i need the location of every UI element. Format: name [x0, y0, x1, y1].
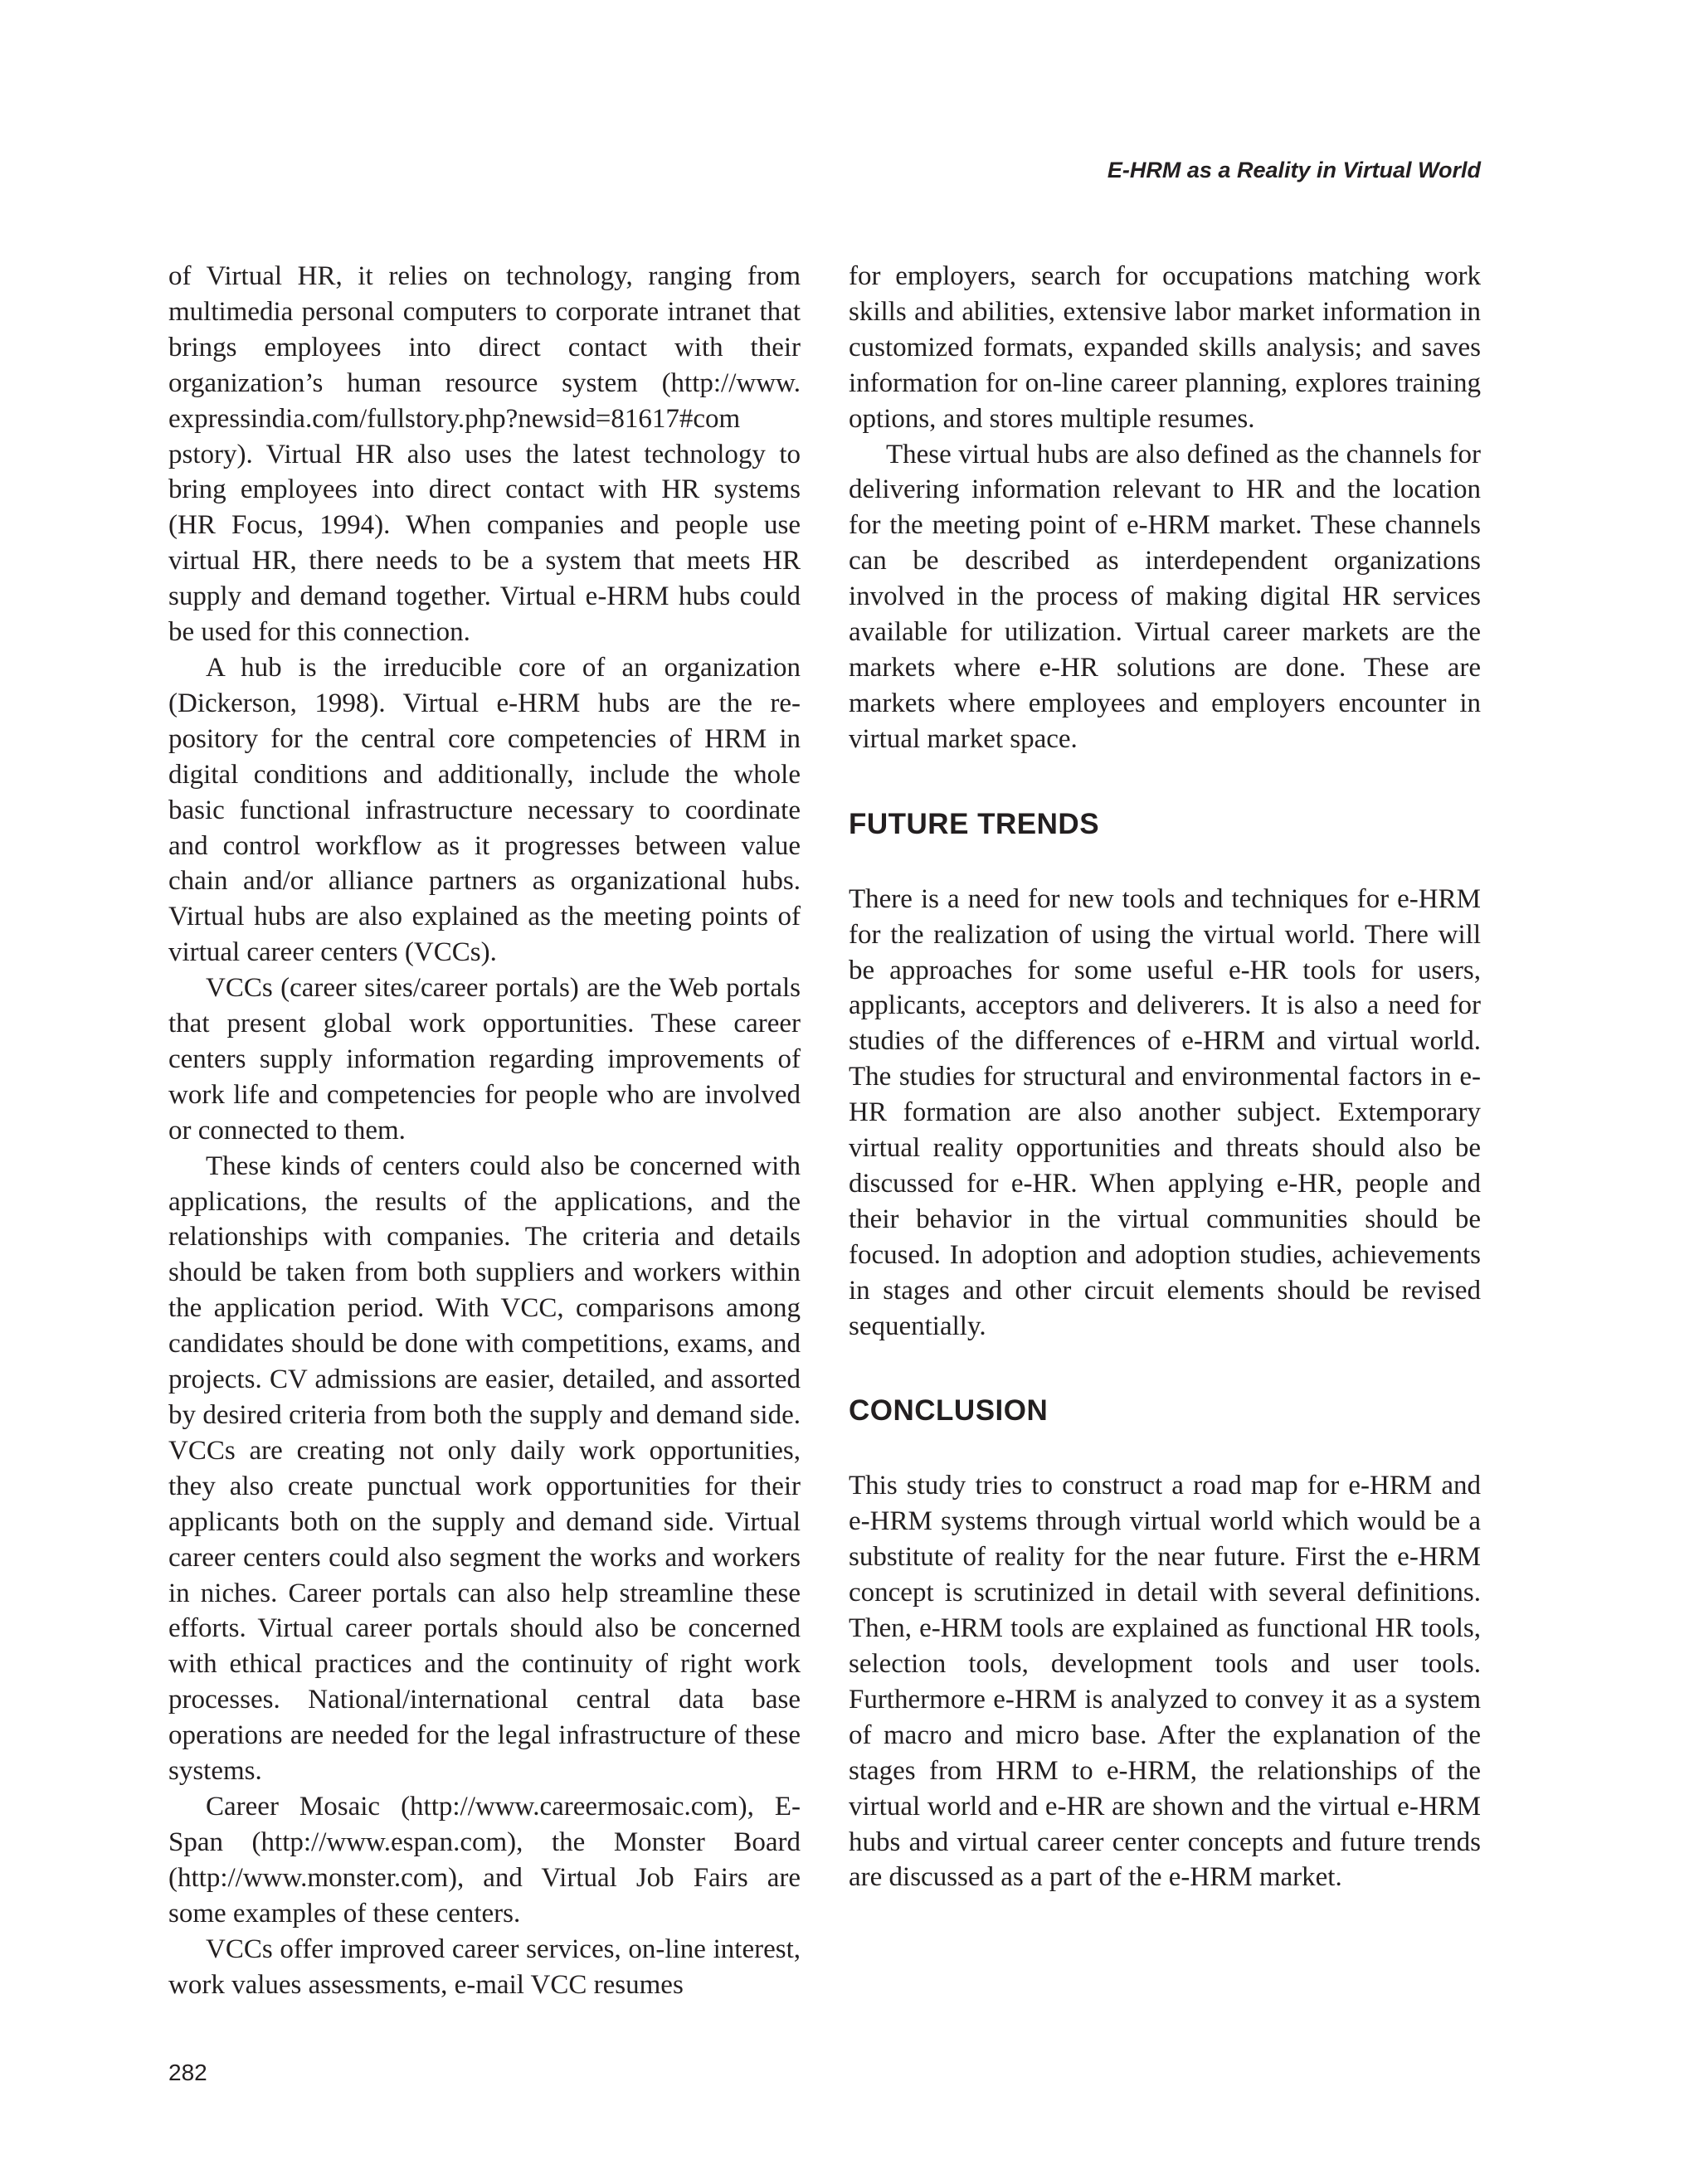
section-spacer — [849, 1428, 1481, 1468]
paragraph: Career Mosaic (http://www.careermosaic.com), E-Span (http://www.espan.com), the Monster Board (http://www.monster.com), and Virtual Job Fairs are some examples of these centers. — [168, 1791, 801, 1929]
section-spacer — [849, 1344, 1481, 1394]
right-column — [849, 259, 1481, 1895]
paragraph: These kinds of centers could also be concerned with applications, the results of the applications, and the relationships with companies. The criteria and details should be taken from both suppliers and workers within the application period. With VCC, comparisons among candidates should be done with competitions, exams, and projects. CV admissions are easier, detailed, and assorted by desired criteria from both the supply and demand side. VCCs are creating not only daily work opportunities, they also create punctual work opportunities for their applicants both on the supply and demand side. Virtual career centers could also segment the works and workers in niches. Career portals can also help streamline these efforts. Virtual career portals should also be concerned with ethical practices and the continuity of right work processes. National/international central data base operations are needed for the legal infrastructure of these systems. — [168, 1150, 801, 1787]
section-spacer — [849, 842, 1481, 882]
running-head: E-HRM as a Reality in Virtual World — [1107, 158, 1481, 182]
paragraph: VCCs offer improved career services, on-line interest, work values assessments, e-mail VCC resumes — [168, 1933, 801, 2000]
section-heading-future-trends: FUTURE TRENDS — [849, 807, 1100, 840]
left-column — [168, 259, 801, 2002]
section-heading-conclusion: CONCLUSION — [849, 1394, 1049, 1428]
paragraph: These virtual hubs are also defined as the channels for delivering information relevant to HR and the location for the meeting point of e-HRM market. These channels can be described as interdependent organizations involved in the process of making digital HR services available for utilization. Virtual career markets are the markets where e-HR solutions are done. These are markets where employees and employers encounter in virtual market space. — [849, 439, 1481, 754]
paragraph: VCCs (career sites/career portals) are the Web portals that present global work opportunities. These career centers supply information regarding improvements of work life and competencies for people who are involved or connected to them. — [168, 973, 801, 1146]
paragraph: A hub is the irreducible core of an organization (Dickerson, 1998). Virtual e-HRM hubs are the repository for the central core competencies of HRM in digital conditions and additionally, include the whole basic functional infrastructure necessary to coordinate and control workflow as it progresses between value chain and/or alliance partners as organizational hubs. Virtual hubs are also explained as the meeting points of virtual career centers (VCCs). — [168, 652, 801, 968]
paragraph: for employers, search for occupations matching work skills and abilities, extensive labor market information in customized formats, expanded skills analysis; and saves information for on-line career planning, explores training options, and stores multiple resumes. — [849, 261, 1481, 434]
paragraph: of Virtual HR, it relies on technology, ranging from multimedia personal computers to corporate intranet that brings employees into direct contact with their organization’s human resource system (http://www.​expressindia.com/fullstory.php?newsid=81617#com​pstory). Virtual HR also uses the latest technology to bring employees into direct contact with HR systems (HR Focus, 1994). When companies and people use virtual HR, there needs to be a system that meets HR supply and demand together. Virtual e-HRM hubs could be used for this connection. — [168, 261, 801, 648]
paragraph: There is a need for new tools and techniques for e-HRM for the realization of using the virtual world. There will be approaches for some useful e-HR tools for users, applicants, acceptors and deliverers. It is also a need for studies of the differences of e-HRM and virtual world. The studies for structural and environmental factors in e-HR formation are also another subject. Extemporary virtual reality opportunities and threats should also be discussed for e-HR. When applying e-HR, people and their behavior in the virtual communities should be focused. In adoption and adoption studies, achievements in stages and other circuit elements should be revised sequentially. — [849, 883, 1481, 1341]
section-spacer — [849, 757, 1481, 807]
paragraph: This study tries to construct a road map for e-HRM and e-HRM systems through virtual world which would be a substitute of reality for the near future. First the e-HRM concept is scrutinized in detail with several definitions. Then, e-HRM tools are explained as functional HR tools, selection tools, development tools and user tools. Furthermore e-HRM is analyzed to convey it as a system of macro and micro base. After the explanation of the stages from HRM to e-HRM, the relationships of the virtual world and e-HR are shown and the virtual e-HRM hubs and virtual career center concepts and future trends are discussed as a part of the e-HRM market. — [849, 1471, 1481, 1893]
page-number: 282 — [168, 2060, 207, 2085]
